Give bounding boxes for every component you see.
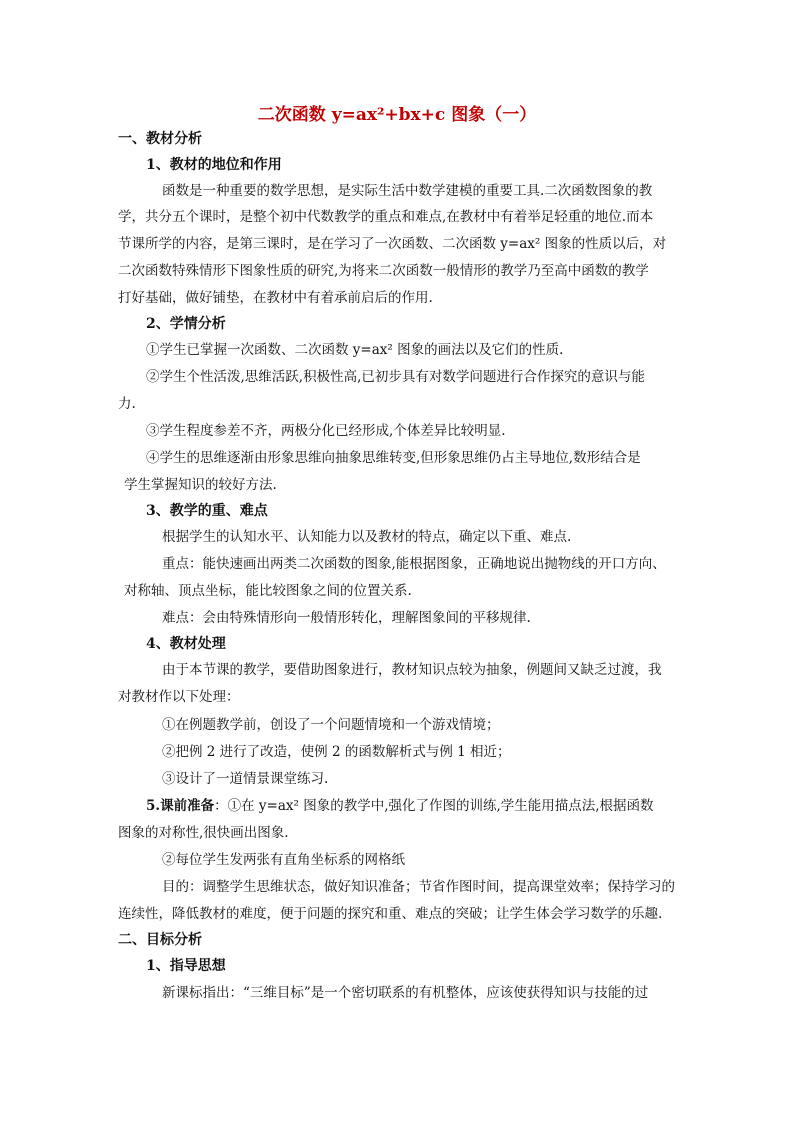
prep-label: 5.课前准备 bbox=[146, 798, 215, 814]
section-heading-2: 二、目标分析 bbox=[118, 932, 202, 948]
paragraph-line: 对称轴、顶点坐标，能比较图象之间的位置关系. bbox=[124, 583, 412, 599]
section-heading-1: 一、教材分析 bbox=[118, 131, 202, 147]
paragraph-line: 力. bbox=[118, 396, 136, 412]
prep-text: ：①在 y=ax² 图象的教学中,强化了作图的训练,学生能用描点法,根据函数 bbox=[214, 798, 654, 814]
paragraph-line: 重点：能快速画出两类二次函数的图象,能根据图象，正确地说出抛物线的开口方向、 bbox=[162, 556, 666, 572]
paragraph-line: 连续性，降低教材的难度，便于问题的探究和重、难点的突破；让学生体会学习数学的乐趣. bbox=[118, 906, 663, 922]
paragraph-line: 打好基础，做好铺垫，在教材中有着承前启后的作用. bbox=[118, 290, 433, 306]
paragraph-line: ③设计了一道情景课堂练习. bbox=[162, 771, 329, 787]
subsection-heading-1-1: 1、教材的地位和作用 bbox=[146, 157, 282, 173]
paragraph-line: ①学生已掌握一次函数、二次函数 y=ax² 图象的画法以及它们的性质. bbox=[146, 342, 564, 358]
paragraph-line: 难点：会由特殊情形向一般情形转化，理解图象间的平移规律. bbox=[162, 610, 531, 626]
subsection-heading-1-4: 4、教材处理 bbox=[146, 636, 226, 652]
subsection-heading-2-1: 1、指导思想 bbox=[146, 958, 226, 974]
paragraph-line: ③学生程度参差不齐，两极分化已经形成,个体差异比较明显. bbox=[146, 423, 506, 439]
paragraph-line: 学，共分五个课时，是整个初中代数教学的重点和难点,在教材中有着举足轻重的地位.而本 bbox=[118, 209, 654, 225]
subsection-heading-1-2: 2、学情分析 bbox=[146, 316, 226, 332]
paragraph-line: 函数是一种重要的数学思想，是实际生活中数学建模的重要工具.二次函数图象的教 bbox=[162, 183, 653, 199]
paragraph-line: 节课所学的内容，是第三课时，是在学习了一次函数、二次函数 y=ax² 图象的性质以后，对 bbox=[118, 236, 667, 252]
paragraph-line: 目的：调整学生思维状态，做好知识准备；节省作图时间，提高课堂效率；保持学习的 bbox=[162, 879, 675, 895]
paragraph-line: 图象的对称性,很快画出图象. bbox=[118, 825, 289, 841]
prep-line bbox=[146, 797, 654, 815]
paragraph-line: 对教材作以下处理： bbox=[118, 689, 240, 705]
paragraph-line: ①在例题教学前，创设了一个问题情境和一个游戏情境； bbox=[162, 717, 500, 733]
paragraph-line: 二次函数特殊情形下图象性质的研究,为将来二次函数一般情形的教学乃至高中函数的教学 bbox=[118, 263, 649, 279]
paragraph-line: ④学生的思维逐渐由形象思维向抽象思维转变,但形象思维仍占主导地位,数形结合是 bbox=[146, 450, 641, 466]
paragraph-line: ②每位学生发两张有直角坐标系的网格纸 bbox=[162, 852, 405, 868]
page-title: 二次函数 y=ax²+bx+c 图象（一） bbox=[257, 105, 537, 125]
paragraph-line: ②学生个性活泼,思维活跃,积极性高,已初步具有对数学问题进行合作探究的意识与能 bbox=[146, 369, 645, 385]
paragraph-line: 学生掌握知识的较好方法. bbox=[124, 477, 277, 493]
paragraph-line: 根据学生的认知水平、认知能力以及教材的特点，确定以下重、难点. bbox=[162, 529, 572, 545]
subsection-heading-1-3: 3、教学的重、难点 bbox=[146, 503, 268, 519]
paragraph-line: 新课标指出：“三维目标”是一个密切联系的有机整体，应该使获得知识与技能的过 bbox=[162, 985, 649, 1001]
paragraph-line: 由于本节课的教学，要借助图象进行，教材知识点较为抽象，例题间又缺乏过渡，我 bbox=[162, 662, 662, 678]
paragraph-line: ②把例 2 进行了改造，使例 2 的函数解析式与例 1 相近； bbox=[162, 744, 511, 760]
